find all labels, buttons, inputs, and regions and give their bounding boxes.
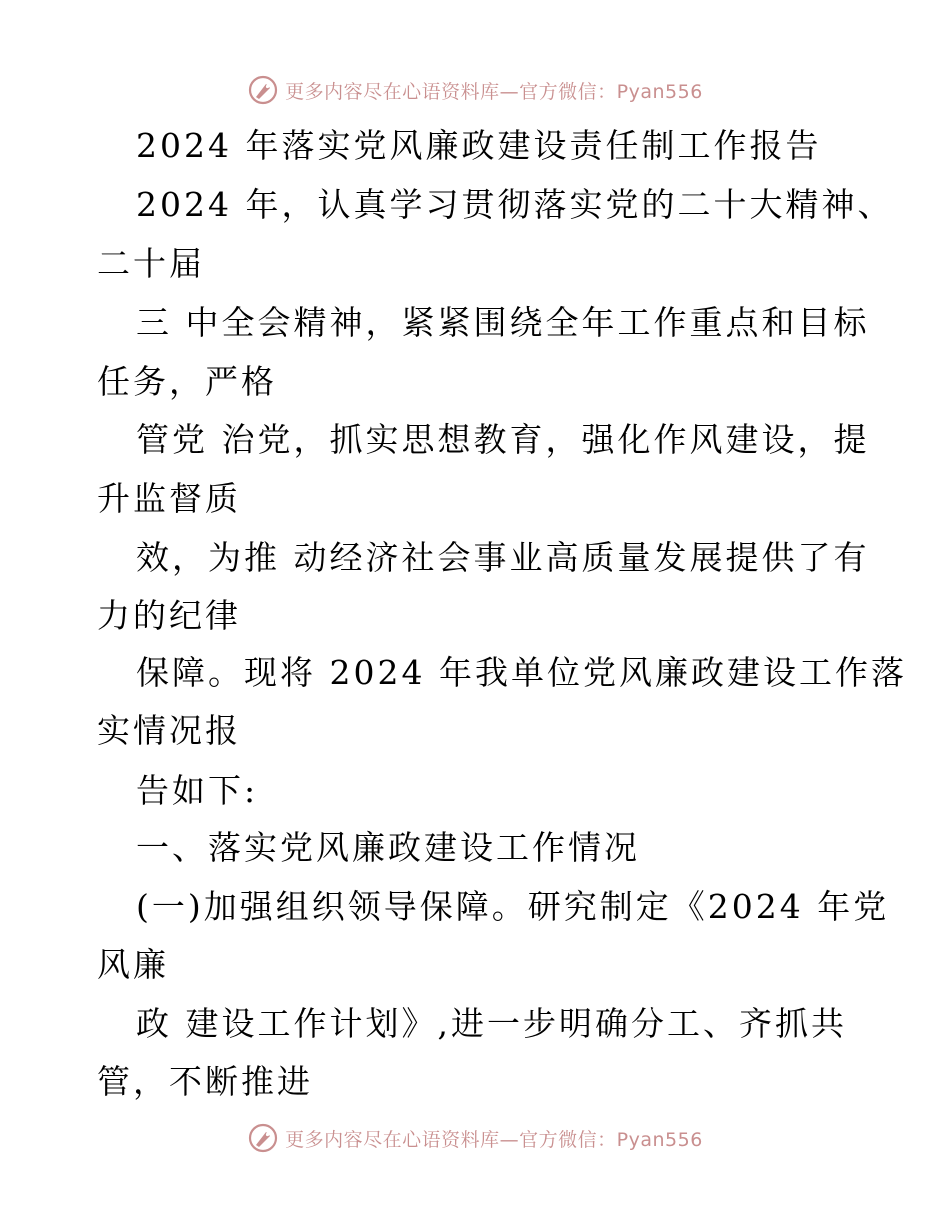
body-line: 升监督质 bbox=[97, 479, 241, 518]
watermark-text: 更多内容尽在心语资料库—官方微信：Pyan556 bbox=[285, 1128, 703, 1151]
body-line: 管党 治党，抓实思想教育，强化作风建设，提 bbox=[136, 420, 870, 459]
body-line: 告如下: bbox=[136, 771, 259, 810]
body-line: 任务，严格 bbox=[97, 362, 277, 401]
watermark-text: 更多内容尽在心语资料库—官方微信：Pyan556 bbox=[285, 80, 703, 103]
section-heading: 一、落实党风廉政建设工作情况 bbox=[136, 828, 640, 867]
body-line: 风廉 bbox=[97, 945, 169, 984]
body-line: 二十届 bbox=[97, 244, 205, 283]
body-line: 政 建设工作计划》,进一步明确分工、齐抓共 bbox=[136, 1004, 847, 1043]
watermark-footer bbox=[0, 1118, 950, 1158]
body-line: 三 中全会精神，紧紧围绕全年工作重点和目标 bbox=[136, 303, 870, 342]
document-title: 2024 年落实党风廉政建设责任制工作报告 bbox=[136, 126, 822, 165]
body-line: 效，为推 动经济社会事业高质量发展提供了有 bbox=[136, 538, 870, 577]
body-line: 管，不断推进 bbox=[97, 1062, 313, 1101]
body-line: 2024 年，认真学习贯彻落实党的二十大精神、 bbox=[136, 185, 894, 224]
body-line: 实情况报 bbox=[97, 711, 241, 750]
pen-nib-icon bbox=[247, 1122, 279, 1154]
body-line: 力的纪律 bbox=[97, 596, 241, 635]
body-line: 保障。现将 2024 年我单位党风廉政建设工作落 bbox=[136, 653, 907, 692]
subsection-heading: (一)加强组织领导保障。研究制定《2024 年党 bbox=[136, 887, 890, 926]
